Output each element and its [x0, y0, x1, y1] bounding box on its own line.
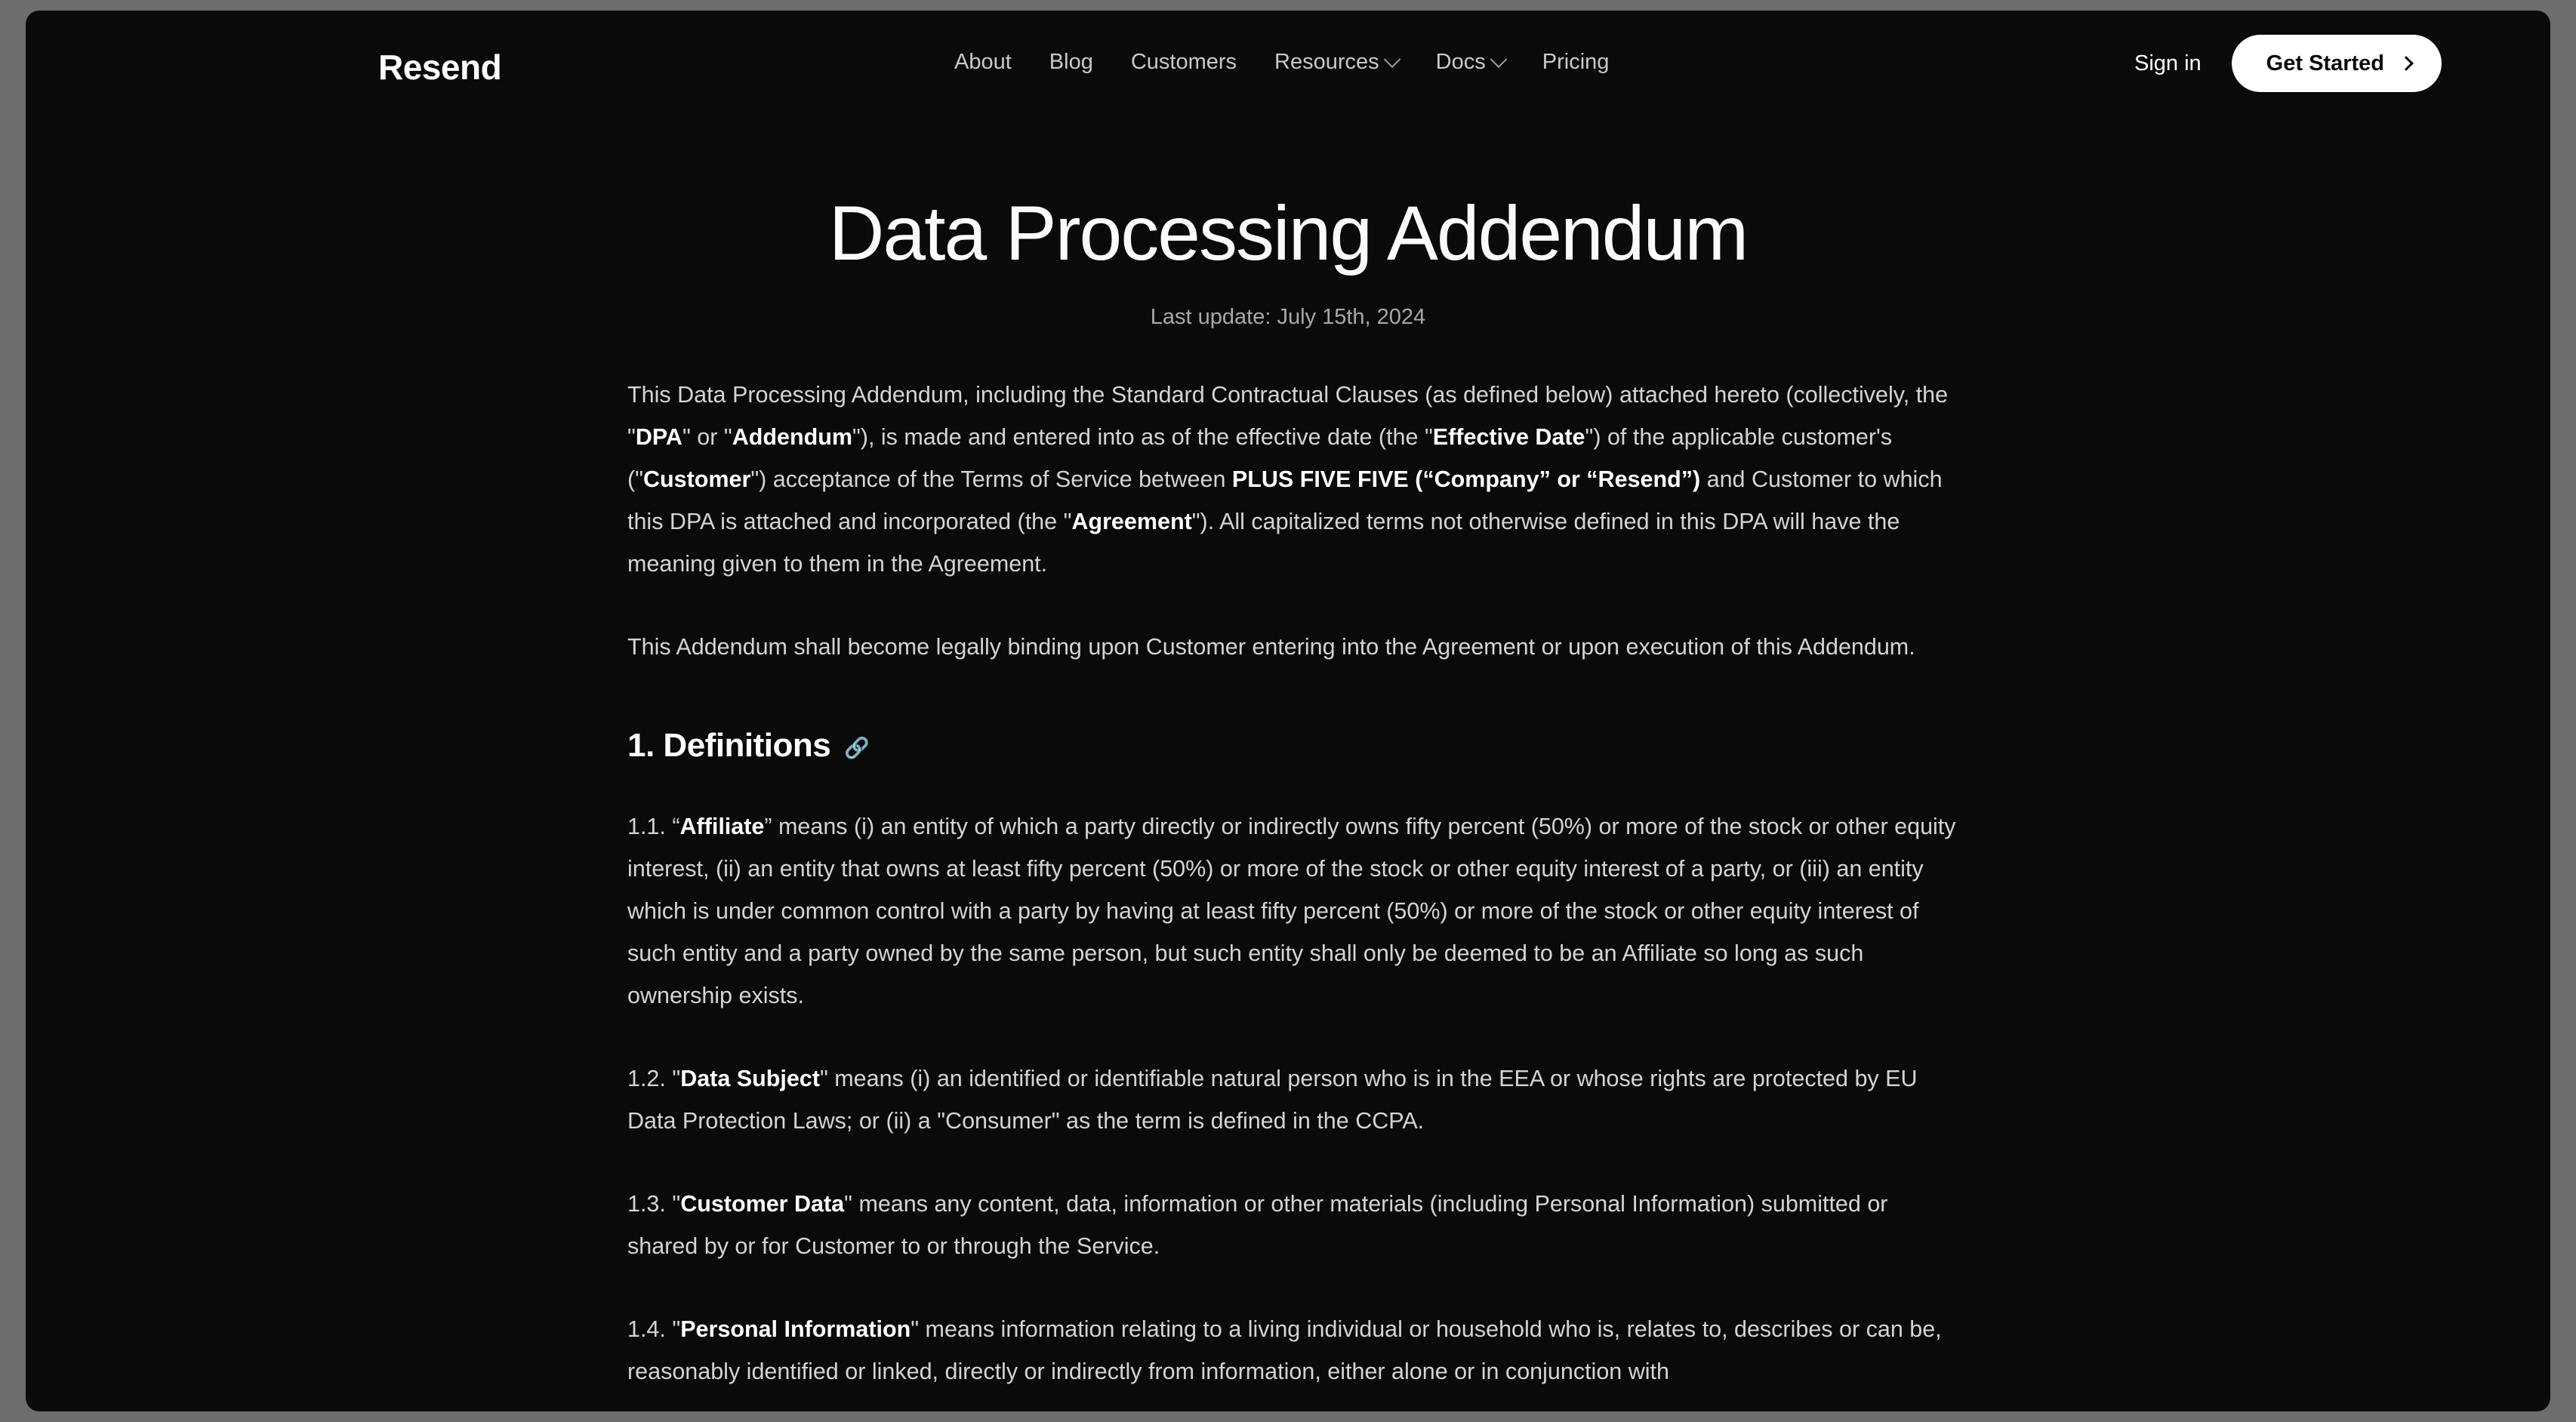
- nav-item-docs[interactable]: [1436, 50, 1505, 75]
- page-title: Data Processing Addendum: [828, 190, 1748, 276]
- nav-item-customers[interactable]: [1131, 50, 1237, 75]
- site-header: [26, 11, 2550, 128]
- nav-item-resources[interactable]: [1274, 50, 1398, 75]
- chevron-down-icon: [1490, 51, 1507, 68]
- nav-item-docs-label: Docs: [1435, 50, 1486, 74]
- section-heading-definitions: [627, 727, 1964, 765]
- nav-item-resources-label: Resources: [1274, 50, 1379, 74]
- definition-1-1: 1.1. “Affiliate” means (i) an entity of which a party directly or indirectly owns fifty percent (50%) or more of the stock or other equity interest, (ii) an entity that owns at least fifty percent (50%) or more of the stock or other equity interest of a party, or (iii) an entity which is under common control with a party by having at least fifty percent (50%) or more of the stock or other equity interest of such entity and a party owned by the same person, but such entity shall only be deemed to be an Affiliate so long as such ownership exists.: [627, 814, 1956, 1009]
- chevron-down-icon: [1383, 51, 1400, 68]
- nav-item-pricing-label: Pricing: [1542, 50, 1610, 74]
- resend-logo[interactable]: Resend: [378, 48, 502, 87]
- link-anchor-icon[interactable]: 🔗: [844, 736, 870, 759]
- definition-1-2: 1.2. "Data Subject" means (i) an identified or identifiable natural person who is in the EEA or whose rights are protected by EU Data Protection Laws; or (ii) a "Consumer" as the term is defined in the CCPA.: [627, 1066, 1918, 1134]
- document-body: [612, 374, 1964, 1393]
- nav-item-about[interactable]: [954, 50, 1012, 75]
- browser-window: [26, 11, 2550, 1411]
- nav-item-blog[interactable]: [1049, 50, 1093, 75]
- last-update-text: Last update: July 15th, 2024: [1150, 305, 1426, 330]
- nav-item-blog-label: Blog: [1049, 50, 1093, 74]
- get-started-label: Get Started: [2266, 51, 2384, 75]
- sign-in-link[interactable]: Sign in: [2134, 51, 2202, 75]
- nav-item-pricing[interactable]: [1542, 50, 1610, 75]
- intro-paragraph-1: This Data Processing Addendum, including the Standard Contractual Clauses (as defined below) attached hereto (collectively, the "DPA" or "Addendum"), is made and entered into as of the effective date (the "Effective Date") of the applicable customer's ("Customer") acceptance of the Terms of Service between PLUS FIVE FIVE (“Company” or “Resend”) and Customer to which this DPA is attached and incorporated (the "Agreement"). All capitalized terms not otherwise defined in this DPA will have the meaning given to them in the Agreement.: [627, 382, 1949, 577]
- header-actions: [2134, 35, 2442, 92]
- document-content: [26, 192, 2550, 1411]
- intro-paragraph-2: This Addendum shall become legally binding upon Customer entering into the Agreement or upon execution of this Addendum.: [627, 634, 1915, 660]
- definition-1-4: 1.4. "Personal Information" means information relating to a living individual or household who is, relates to, describes or can be, reasonably identified or linked, directly or indirectly from information, either alone or in conjunction with: [627, 1316, 1942, 1385]
- nav-item-customers-label: Customers: [1130, 50, 1237, 74]
- chevron-right-icon: [2399, 56, 2414, 71]
- section-heading-label: 1. Definitions: [627, 727, 831, 765]
- nav-item-about-label: About: [954, 50, 1012, 74]
- get-started-button[interactable]: [2232, 35, 2442, 92]
- primary-navigation: [954, 50, 1609, 75]
- definition-1-3: 1.3. "Customer Data" means any content, data, information or other materials (including Personal Information) submitted or shared by or for Customer to or through the Service.: [627, 1191, 1888, 1260]
